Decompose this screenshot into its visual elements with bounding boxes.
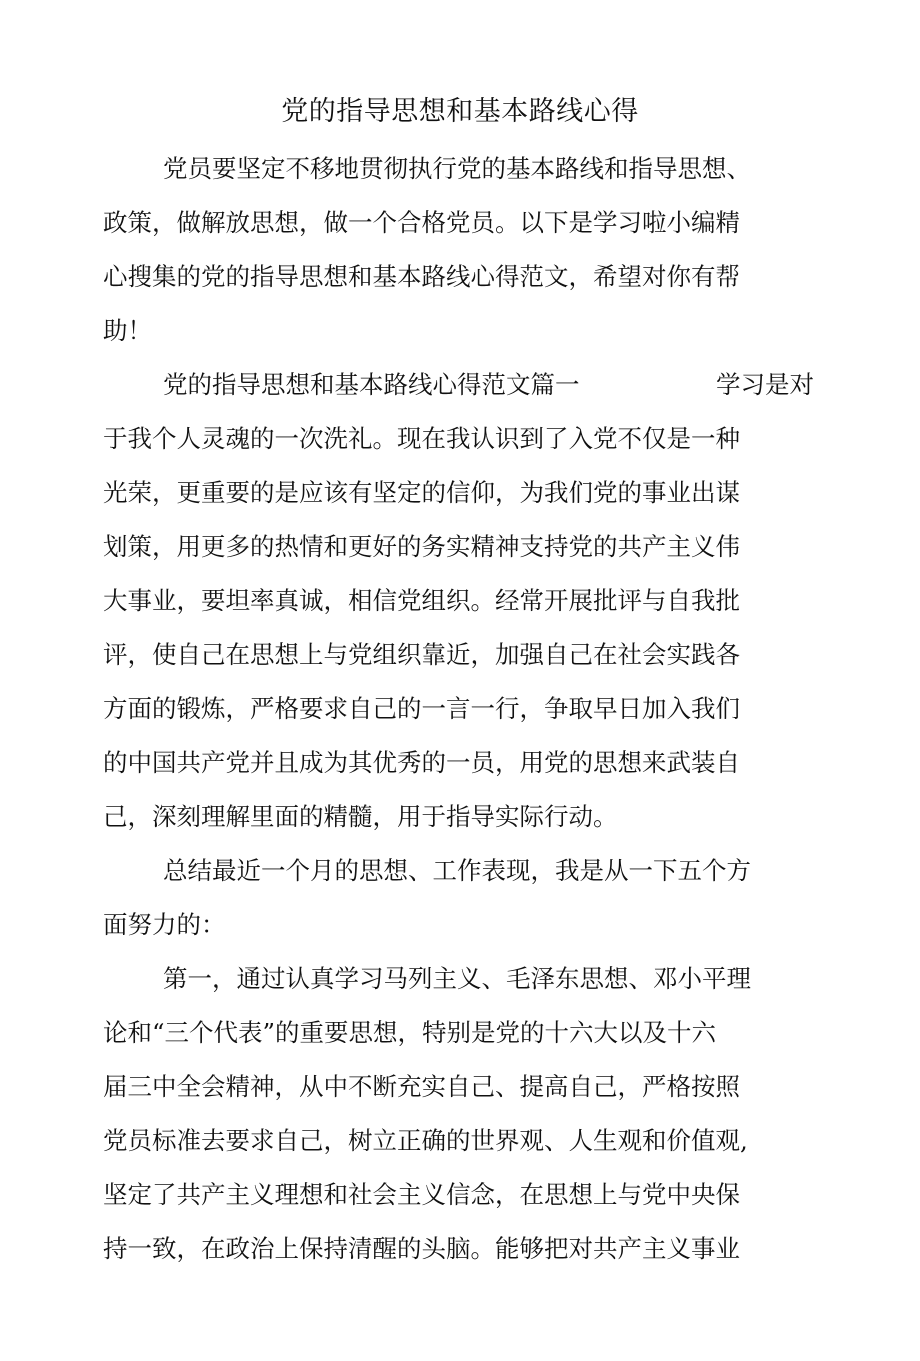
section1-line-6: 方面的锻炼，严格要求自己的一言一行，争取早日加入我们: [103, 694, 740, 723]
point1-line-2: 论和“三个代表”的重要思想，特别是党的十六大以及十六: [103, 1018, 717, 1047]
section1-line-7: 的中国共产党并且成为其优秀的一员，用党的思想来武装自: [103, 748, 740, 777]
point1-line-6: 持一致，在政治上保持清醒的头脑。能够把对共产主义事业: [103, 1234, 740, 1263]
section1-line-5: 评，使自己在思想上与党组织靠近，加强自己在社会实践各: [103, 640, 740, 669]
section1-line-2: 光荣，更重要的是应该有坚定的信仰，为我们党的事业出谋: [103, 478, 740, 507]
section1-line-4: 大事业，要坦率真诚，相信党组织。经常开展批评与自我批: [103, 586, 740, 615]
point1-line-5: 坚定了共产主义理想和社会主义信念，在思想上与党中央保: [103, 1180, 740, 1209]
intro-line-1: 党员要坚定不移地贯彻执行党的基本路线和指导思想、: [163, 154, 751, 183]
section1-line-8: 己，深刻理解里面的精髓，用于指导实际行动。: [103, 802, 618, 831]
section1-first-words: 学习是对: [716, 370, 814, 399]
intro-line-3: 心搜集的党的指导思想和基本路线心得范文，希望对你有帮: [103, 262, 740, 291]
section1-line-3: 划策，用更多的热情和更好的务实精神支持党的共产主义伟: [103, 532, 740, 561]
point1-line-3: 届三中全会精神，从中不断充实自己、提高自己，严格按照: [103, 1072, 740, 1101]
section1-line-1: 于我个人灵魂的一次洗礼。现在我认识到了入党不仅是一种: [103, 424, 740, 453]
intro-line-2: 政策，做解放思想，做一个合格党员。以下是学习啦小编精: [103, 208, 740, 237]
point1-line-1: 第一，通过认真学习马列主义、毛泽东思想、邓小平理: [163, 964, 751, 993]
section1-heading: 党的指导思想和基本路线心得范文篇一: [163, 370, 580, 399]
summary-line-2: 面努力的：: [103, 910, 226, 939]
intro-line-4: 助！: [103, 316, 152, 345]
document-title: 党的指导思想和基本路线心得: [281, 96, 639, 127]
summary-line-1: 总结最近一个月的思想、工作表现，我是从一下五个方: [163, 856, 751, 885]
point1-line-4: 党员标准去要求自己，树立正确的世界观、人生观和价值观,: [103, 1126, 748, 1155]
